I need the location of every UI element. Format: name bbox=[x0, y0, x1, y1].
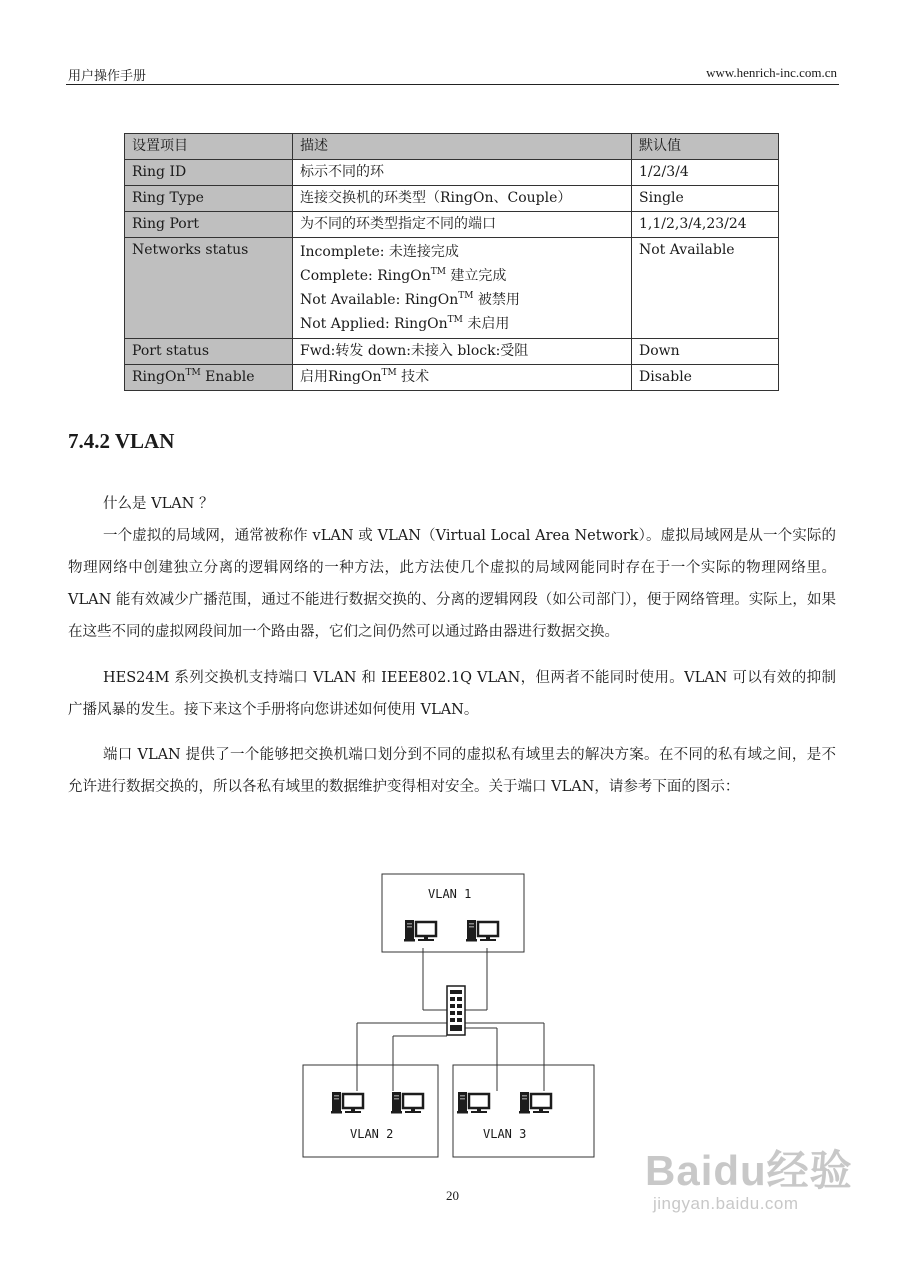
watermark-logo-text: Baidu经验 bbox=[645, 1147, 853, 1194]
page-number: 20 bbox=[446, 1188, 459, 1203]
table-row bbox=[125, 365, 779, 391]
header-website: www.henrich-inc.com.cn bbox=[706, 65, 837, 80]
section-heading: 7.4.2 VLAN bbox=[68, 429, 175, 453]
paragraph-vlan-definition: 一个虚拟的局域网，通常被称作 vLAN 或 VLAN（Virtual Local Area Network）。虚拟局域网是从一个实际的物理网络中创建独立分离的逻辑网络的一种方法，此方法使几个虚拟的局域网能同时存在于一个实际的物理网络里。VLAN 能有效减少广播范围，通过不能进行数据交换的、分离的逻辑网段（如公司部门），便于网络管理。实际上，如果在这些不同的虚拟网段间加一个路由器，它们之间仍然可以通过路由器进行数据交换。 bbox=[68, 528, 836, 640]
vlan1-label: VLAN 1 bbox=[428, 887, 472, 901]
header-title: 用户操作手册 bbox=[68, 69, 147, 84]
computer-icon bbox=[466, 920, 498, 942]
cell-default: 1,1/2,3/4,23/24 bbox=[632, 212, 779, 238]
cell-item: Ring Type bbox=[125, 186, 293, 212]
ring-settings-table bbox=[124, 133, 779, 391]
status-not-applied: Not Applied: RingOn™ 未启用 bbox=[300, 315, 510, 332]
table-header-row bbox=[125, 134, 779, 160]
cell-item: Port status bbox=[125, 339, 293, 365]
header-cell-desc: 描述 bbox=[293, 134, 632, 160]
header-cell-item: 设置项目 bbox=[125, 134, 293, 160]
cell-item: RingOn™ Enable bbox=[125, 365, 293, 391]
cell-item: Networks status bbox=[125, 238, 293, 339]
cell-default: Single bbox=[632, 186, 779, 212]
cell-item: Ring ID bbox=[125, 160, 293, 186]
paragraph-port-vlan: 端口 VLAN 提供了一个能够把交换机端口划分到不同的虚拟私有域里去的解决方案。在不同的私有域之间，是不允许进行数据交换的，所以各私有域里的数据维护变得相对安全。关于端口 VLAN，请参考下面的图示： bbox=[68, 747, 836, 795]
table-row bbox=[125, 186, 779, 212]
vlan-network-diagram bbox=[290, 860, 610, 1160]
computer-icon bbox=[331, 1092, 363, 1114]
header-divider bbox=[66, 84, 839, 85]
cell-desc: 连接交换机的环类型（RingOn、Couple） bbox=[293, 186, 632, 212]
vlan3-label: VLAN 3 bbox=[483, 1127, 527, 1141]
status-complete: Complete: RingOn™ 建立完成 bbox=[300, 267, 507, 284]
baidu-watermark bbox=[645, 1148, 853, 1214]
computer-icon bbox=[457, 1092, 489, 1114]
cell-desc: 启用RingOn™ 技术 bbox=[293, 365, 632, 391]
vlan1-box bbox=[382, 874, 524, 952]
paragraph-hes24m-support: HES24M 系列交换机支持端口 VLAN 和 IEEE802.1Q VLAN，但两者不能同时使用。VLAN 可以有效的抑制广播风暴的发生。接下来这个手册将向您讲述如何使用 VLAN。 bbox=[68, 670, 836, 718]
cell-item: Ring Port bbox=[125, 212, 293, 238]
table-row bbox=[125, 160, 779, 186]
cell-desc: Fwd:转发 down:未接入 block:受阻 bbox=[293, 339, 632, 365]
cell-default: 1/2/3/4 bbox=[632, 160, 779, 186]
status-not-available: Not Available: RingOn™ 被禁用 bbox=[300, 291, 520, 308]
computer-icon bbox=[404, 920, 436, 942]
watermark-url: jingyan.baidu.com bbox=[653, 1194, 799, 1213]
table-row bbox=[125, 238, 779, 339]
cell-default: Disable bbox=[632, 365, 779, 391]
table-row bbox=[125, 339, 779, 365]
cell-default: Down bbox=[632, 339, 779, 365]
question-text: 什么是 VLAN ？ bbox=[103, 496, 214, 512]
computer-icon bbox=[391, 1092, 423, 1114]
cell-desc bbox=[293, 238, 632, 339]
header-cell-default: 默认值 bbox=[632, 134, 779, 160]
cell-desc: 标示不同的环 bbox=[293, 160, 632, 186]
cell-default: Not Available bbox=[632, 238, 779, 339]
switch-icon bbox=[447, 986, 465, 1035]
computer-icon bbox=[519, 1092, 551, 1114]
vlan2-label: VLAN 2 bbox=[350, 1127, 394, 1141]
table-row bbox=[125, 212, 779, 238]
status-incomplete: Incomplete: 未连接完成 bbox=[300, 244, 459, 260]
cell-desc: 为不同的环类型指定不同的端口 bbox=[293, 212, 632, 238]
